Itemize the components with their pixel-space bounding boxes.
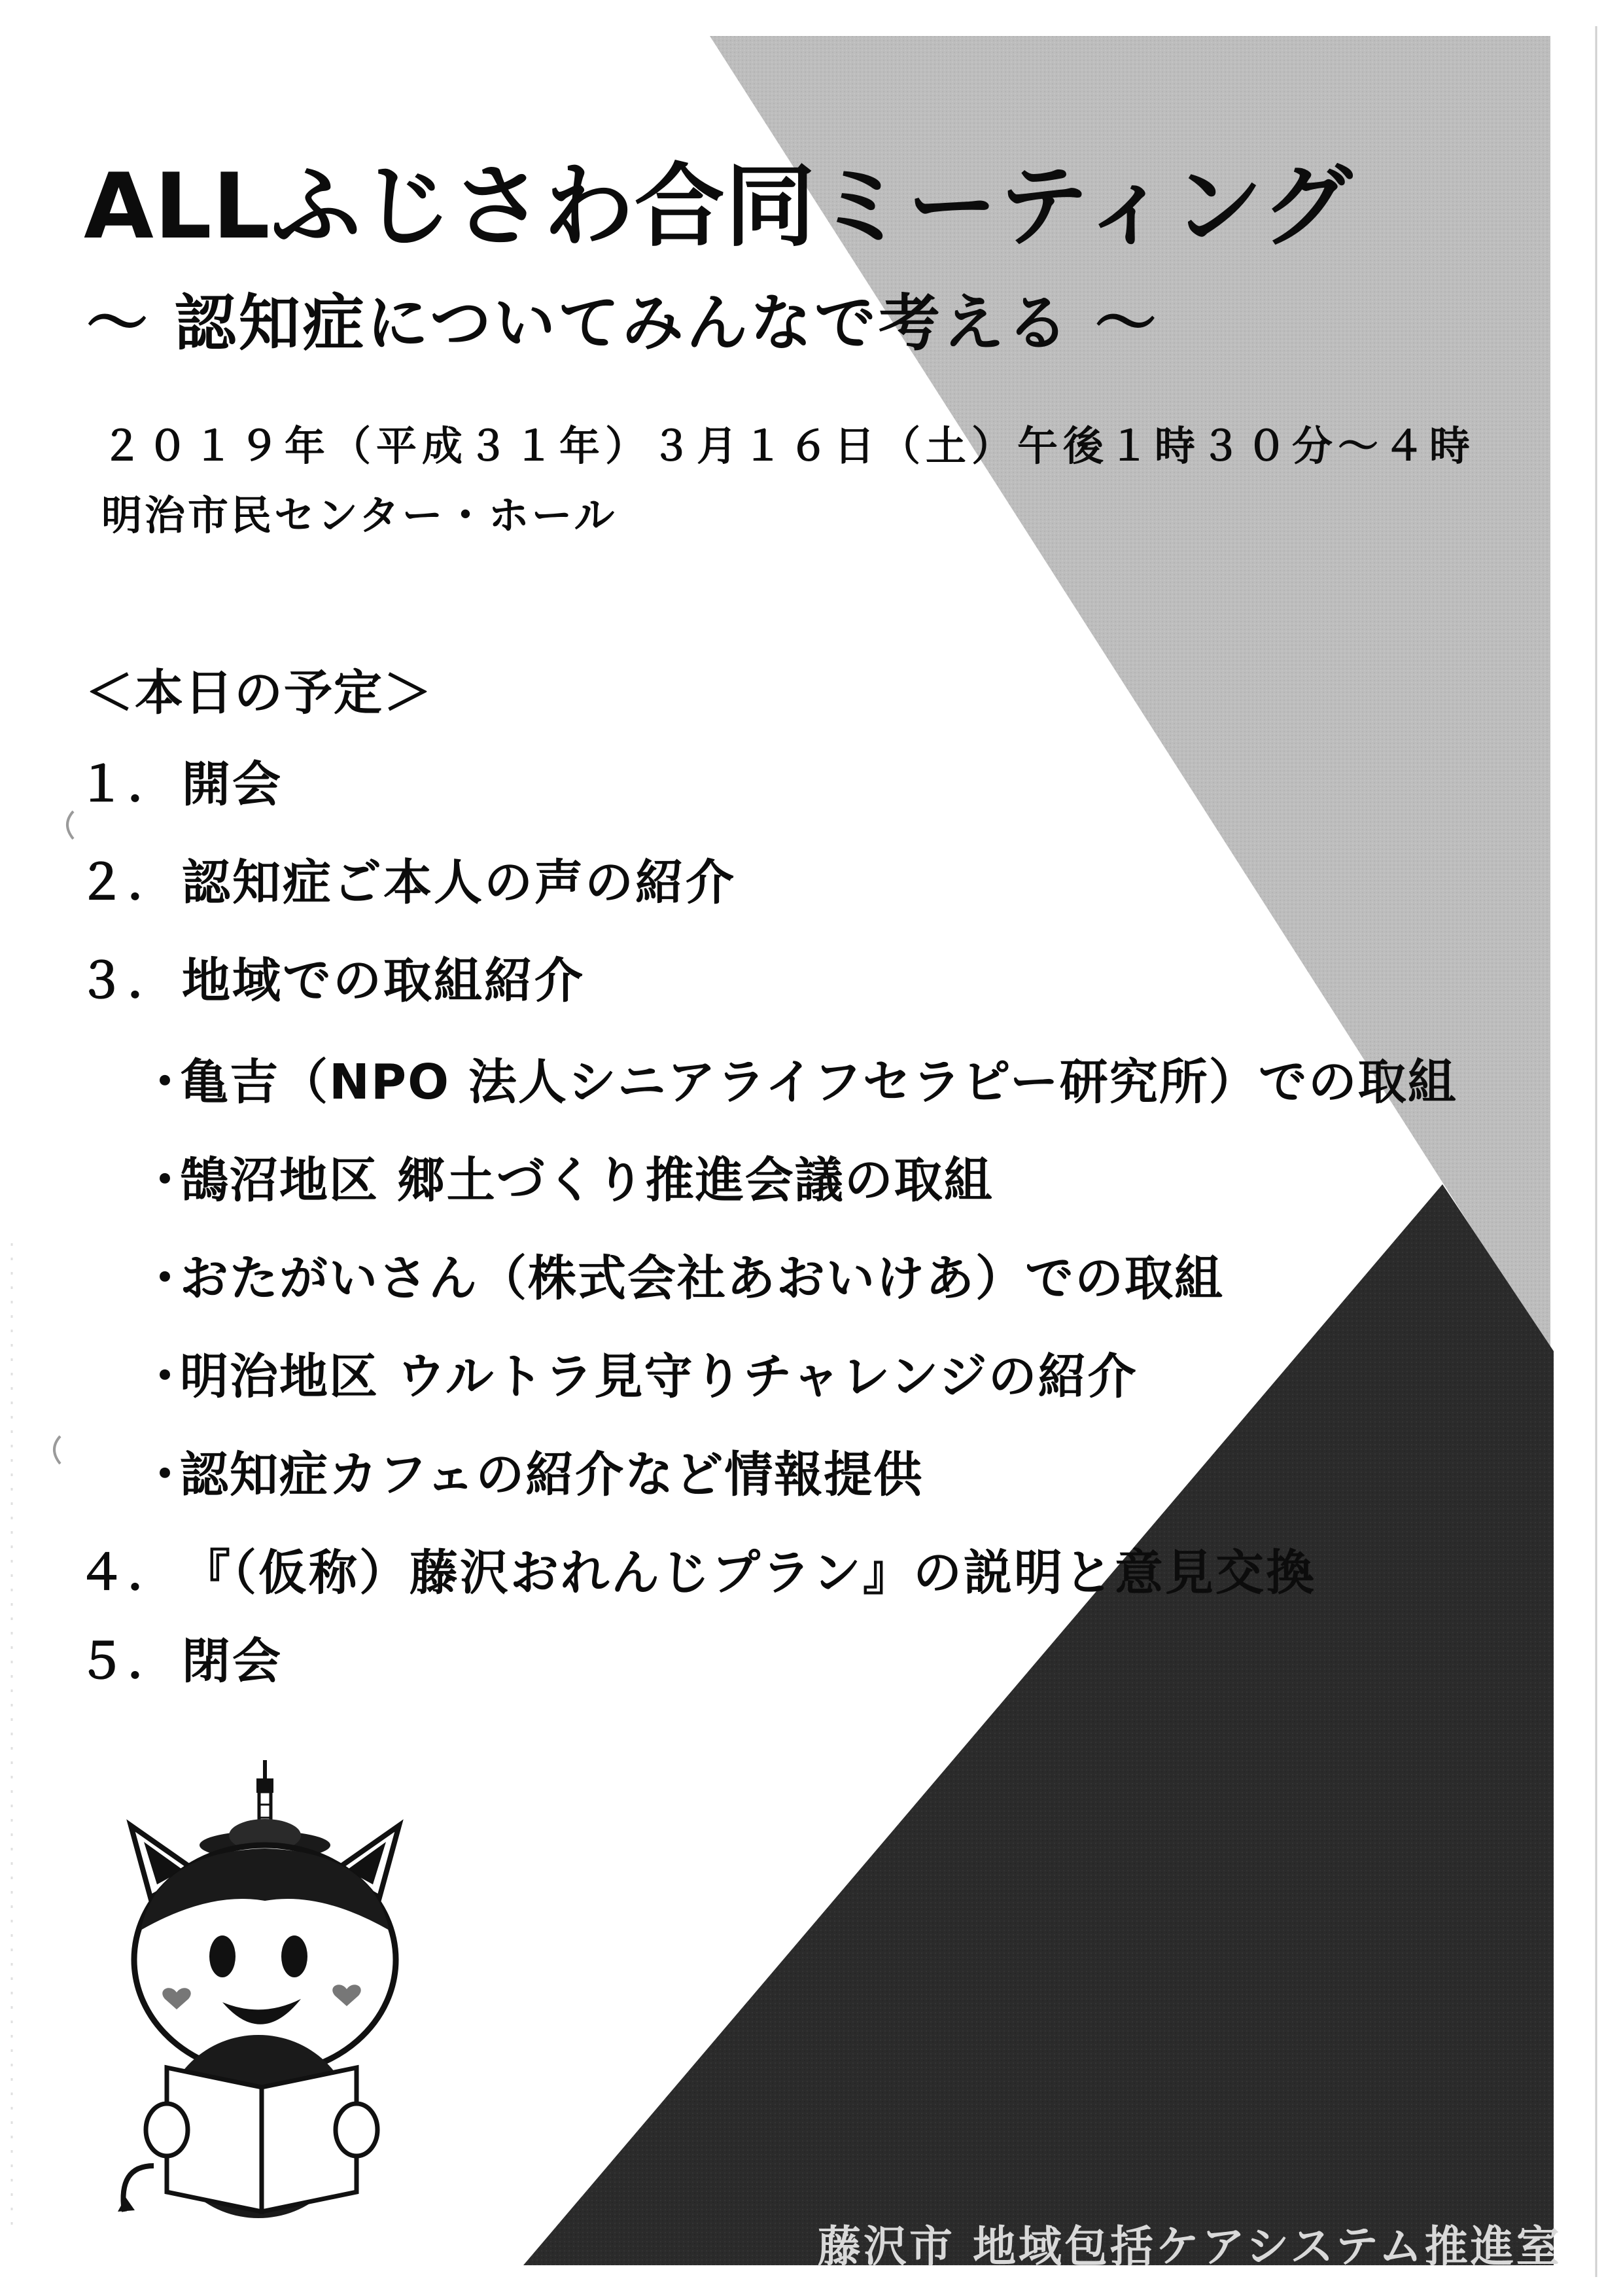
agenda-sub-item-label: 亀吉（NPO 法人シニアライフセラピー研究所）での取組 — [180, 1054, 1457, 1110]
agenda-sub-item-label: おたがいさん（株式会社あおいけあ）での取組 — [180, 1250, 1224, 1307]
agenda-item-number: ３． — [77, 953, 178, 1009]
agenda-item — [77, 746, 283, 815]
event-datetime: ２０１９年（平成３１年）３月１６日（土）午後１時３０分～４時 — [101, 422, 1476, 470]
agenda-item-label: 閉会 — [182, 1633, 283, 1689]
agenda-sub-item-label: 明治地区 ウルトラ見守りチャレンジの紹介 — [180, 1349, 1138, 1405]
agenda-item-number: ５． — [77, 1633, 178, 1689]
agenda-item — [77, 1623, 283, 1692]
schedule-heading: ＜本日の予定＞ — [85, 665, 433, 721]
agenda-sub-item — [141, 1044, 1457, 1113]
bullet-icon: ・ — [141, 1447, 190, 1503]
footer-organization: 藤沢市 地域包括ケアシステム推進室 — [818, 2221, 1562, 2272]
bullet-icon: ・ — [141, 1349, 190, 1405]
page-subtitle: ～ 認知症についてみんなで考える ～ — [86, 288, 1159, 359]
page-title: ALLふじさわ合同ミーティング — [84, 154, 1353, 259]
agenda-item — [77, 844, 736, 913]
bullet-icon: ・ — [141, 1250, 190, 1307]
agenda-sub-item — [141, 1240, 1224, 1309]
bullet-icon: ・ — [141, 1152, 190, 1209]
agenda-item-label: 地域での取組紹介 — [182, 953, 585, 1009]
agenda-sub-item-label: 鵠沼地区 郷土づくり推進会議の取組 — [180, 1152, 994, 1209]
agenda-item-label: 開会 — [182, 756, 283, 813]
bullet-icon: ・ — [141, 1054, 190, 1110]
agenda-item-number: １． — [77, 756, 178, 813]
event-venue: 明治市民センター・ホール — [101, 491, 618, 539]
agenda-item-number: ４． — [77, 1545, 178, 1601]
agenda-item — [77, 1534, 1316, 1604]
agenda-item — [77, 942, 585, 1012]
agenda-item-number: ２． — [77, 855, 178, 911]
agenda-sub-item — [141, 1436, 923, 1506]
agenda-item-label: 認知症ご本人の声の紹介 — [182, 855, 736, 911]
agenda-item-label: 『（仮称）藤沢おれんじプラン』の説明と意見交換 — [182, 1545, 1316, 1601]
mascot-illustration — [105, 1760, 432, 2231]
agenda-sub-item — [141, 1142, 994, 1211]
agenda-sub-item — [141, 1338, 1138, 1407]
agenda-sub-item-label: 認知症カフェの紹介など情報提供 — [180, 1447, 924, 1503]
